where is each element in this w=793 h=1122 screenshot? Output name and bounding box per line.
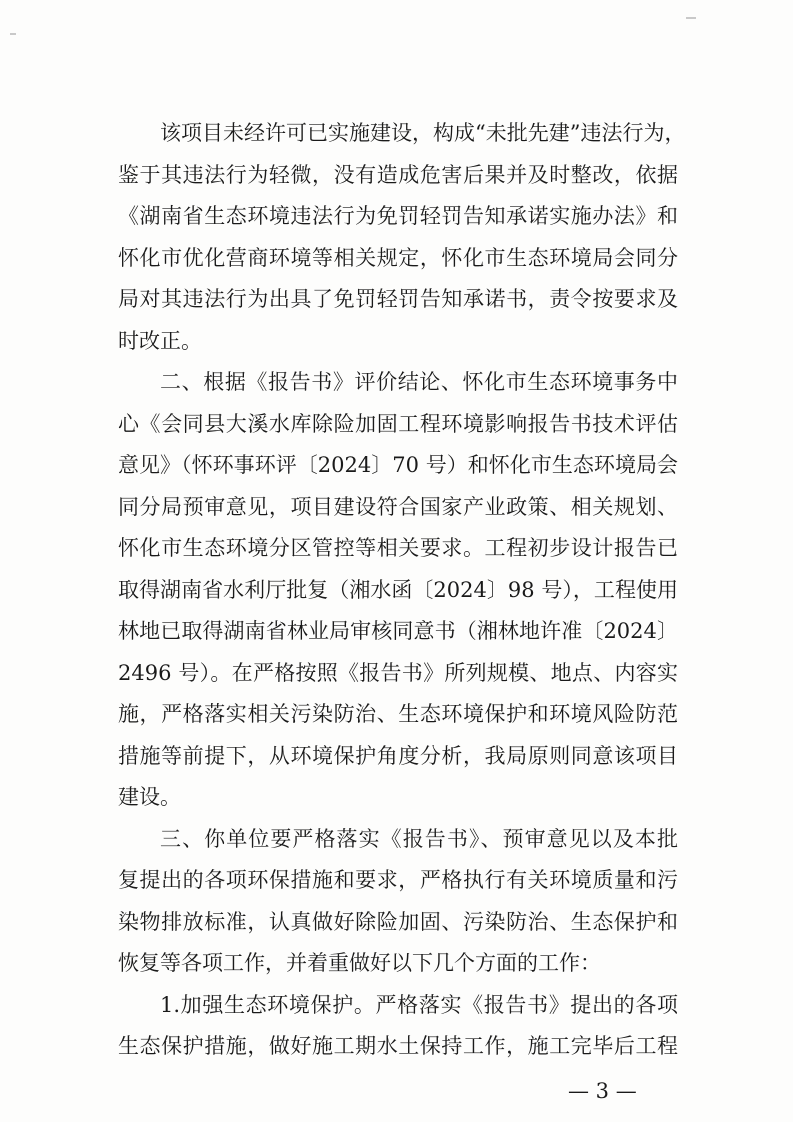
text-line: 染物排放标准，认真做好除险加固、污染防治、生态保护和 <box>118 910 678 934</box>
text-line: 建设。 <box>118 785 181 809</box>
text-line: 施，严格落实相关污染防治、生态环境保护和环境风险防范 <box>118 702 678 726</box>
text-line: 三、你单位要严格落实《报告书》、预审意见以及本批 <box>160 827 678 851</box>
scan-speck <box>686 17 696 19</box>
text-line: 1.加强生态环境保护。严格落实《报告书》提出的各项 <box>160 993 678 1017</box>
text-line: 局对其违法行为出具了免罚轻罚告知承诺书，责令按要求及 <box>118 287 678 311</box>
text-line: 怀化市优化营商环境等相关规定，怀化市生态环境局会同分 <box>118 246 678 270</box>
text-line: 时改正。 <box>118 329 202 353</box>
text-line: 2496 号）。在严格按照《报告书》所列规模、地点、内容实 <box>118 661 678 685</box>
text-line: 二、根据《报告书》评价结论、怀化市生态环境事务中 <box>160 370 678 394</box>
text-line: 心《会同县大溪水库除险加固工程环境影响报告书技术评估 <box>118 412 678 436</box>
text-line: 《湖南省生态环境违法行为免罚轻罚告知承诺实施办法》和 <box>118 204 678 228</box>
text-line: 意见》（怀环事环评〔2024〕70 号）和怀化市生态环境局会 <box>118 453 678 477</box>
page-number: — 3 — <box>568 1079 637 1103</box>
text-line: 恢复等各项工作，并着重做好以下几个方面的工作： <box>118 951 601 975</box>
text-line: 林地已取得湖南省林业局审核同意书（湘林地许准〔2024〕 <box>118 619 678 643</box>
text-line: 该项目未经许可已实施建设，构成“未批先建”违法行为， <box>160 121 686 145</box>
text-line: 同分局预审意见，项目建设符合国家产业政策、相关规划、 <box>118 495 678 519</box>
text-line: 措施等前提下，从环境保护角度分析，我局原则同意该项目 <box>118 744 678 768</box>
text-line: 取得湖南省水利厅批复（湘水函〔2024〕98 号），工程使用 <box>118 578 678 602</box>
text-line: 生态保护措施，做好施工期水土保持工作，施工完毕后工程 <box>118 1034 678 1058</box>
text-line: 怀化市生态环境分区管控等相关要求。工程初步设计报告已 <box>118 536 678 560</box>
text-line: 鉴于其违法行为轻微，没有造成危害后果并及时整改，依据 <box>118 163 678 187</box>
text-line: 复提出的各项环保措施和要求，严格执行有关环境质量和污 <box>118 868 678 892</box>
scan-speck <box>10 33 16 35</box>
